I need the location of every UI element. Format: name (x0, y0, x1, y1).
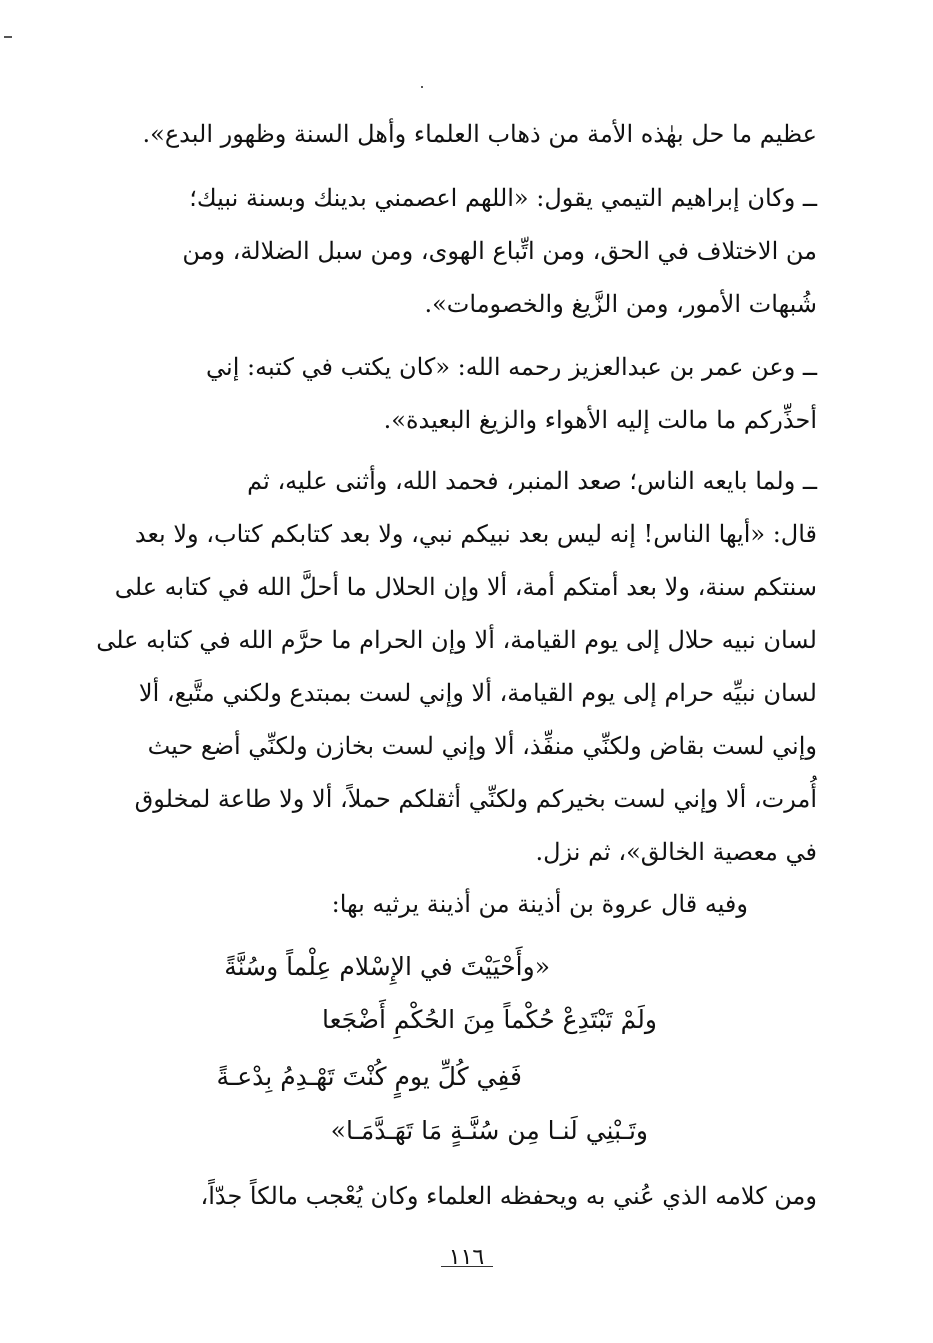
page-number: ١١٦ (448, 1245, 485, 1270)
text-line: وإني لست بقاض ولكنِّي منفِّذ، ألا وإني لست بخازن ولكنِّي أضع حيث (147, 732, 817, 760)
paragraph-5 (95, 1170, 817, 1223)
paragraph-4 (95, 455, 817, 879)
text-line: ــ وعن عمر بن عبدالعزيز رحمه الله: «كان يكتب في كتبه: إني (206, 353, 817, 381)
text-line: أُمرت، ألا وإني لست بخيركم ولكنِّي أثقلكم حملاً، ألا ولا طاعة لمخلوق (134, 785, 817, 813)
verse-intro: وفيه قال عروة بن أذينة من أذينة يرثيه بها: (331, 890, 748, 918)
page-number-underline (441, 1266, 493, 1267)
text-line: ومن كلامه الذي عُني به ويحفظه العلماء وكان يُعْجب مالكاً جدّاً، (200, 1182, 817, 1210)
text-line: لسان نبيِّه حرام إلى يوم القيامة، ألا وإني لست بمبتدع ولكني متَّبع، ألا (138, 679, 817, 707)
text-line: أحذِّركم ما مالت إليه الأهواء والزيغ البعيدة». (383, 406, 817, 434)
paragraph-3 (95, 341, 817, 447)
text-line: لسان نبيه حلال إلى يوم القيامة، ألا وإن الحرام ما حرَّم الله في كتابه على (96, 626, 817, 654)
paragraph-2 (95, 172, 817, 331)
scan-speck (4, 36, 12, 38)
text-line: ــ ولما بايعه الناس؛ صعد المنبر، فحمد الله، وأثنى عليه، ثم (247, 467, 817, 495)
verse-line-1: «وأَحْيَيْتَ في الإِسْلام عِلْماً وسُنَّةً (224, 952, 550, 981)
verse-line-3: فَفِي كُلِّ يومٍ كُنْتَ تَهْـدِمُ بِدْعـةً (216, 1062, 522, 1091)
text-line: من الاختلاف في الحق، ومن اتِّباع الهوى، ومن سبل الضلالة، ومن (182, 237, 817, 265)
paragraph-1 (95, 108, 817, 161)
scan-speck (421, 86, 423, 88)
verse-line-4: وتَـبْنِي لَنـا مِن سُنَّـةٍ مَا تَهَـدَّمَـا» (330, 1116, 648, 1145)
text-line: قال: «أيها الناس! إنه ليس بعد نبيكم نبي، ولا بعد كتابكم كتاب، ولا بعد (134, 520, 817, 548)
text-line: سنتكم سنة، ولا بعد أمتكم أمة، ألا وإن الحلال ما أحلَّ الله في كتابه على (114, 573, 817, 601)
verse-line-2: ولَمْ تَبْتَدِعْ حُكْماً مِنَ الحُكْمِ أَضْجَعا (321, 1005, 657, 1034)
text-line: عظيم ما حل بهٰذه الأمة من ذهاب العلماء وأهل السنة وظهور البدع». (142, 120, 817, 148)
text-line: شُبهات الأمور، ومن الزَّيغ والخصومات». (424, 290, 817, 318)
text-line: في معصية الخالق»، ثم نزل. (535, 838, 817, 866)
text-line: ــ وكان إبراهيم التيمي يقول: «اللهم اعصمني بدينك وبسنة نبيك؛ (189, 184, 817, 212)
